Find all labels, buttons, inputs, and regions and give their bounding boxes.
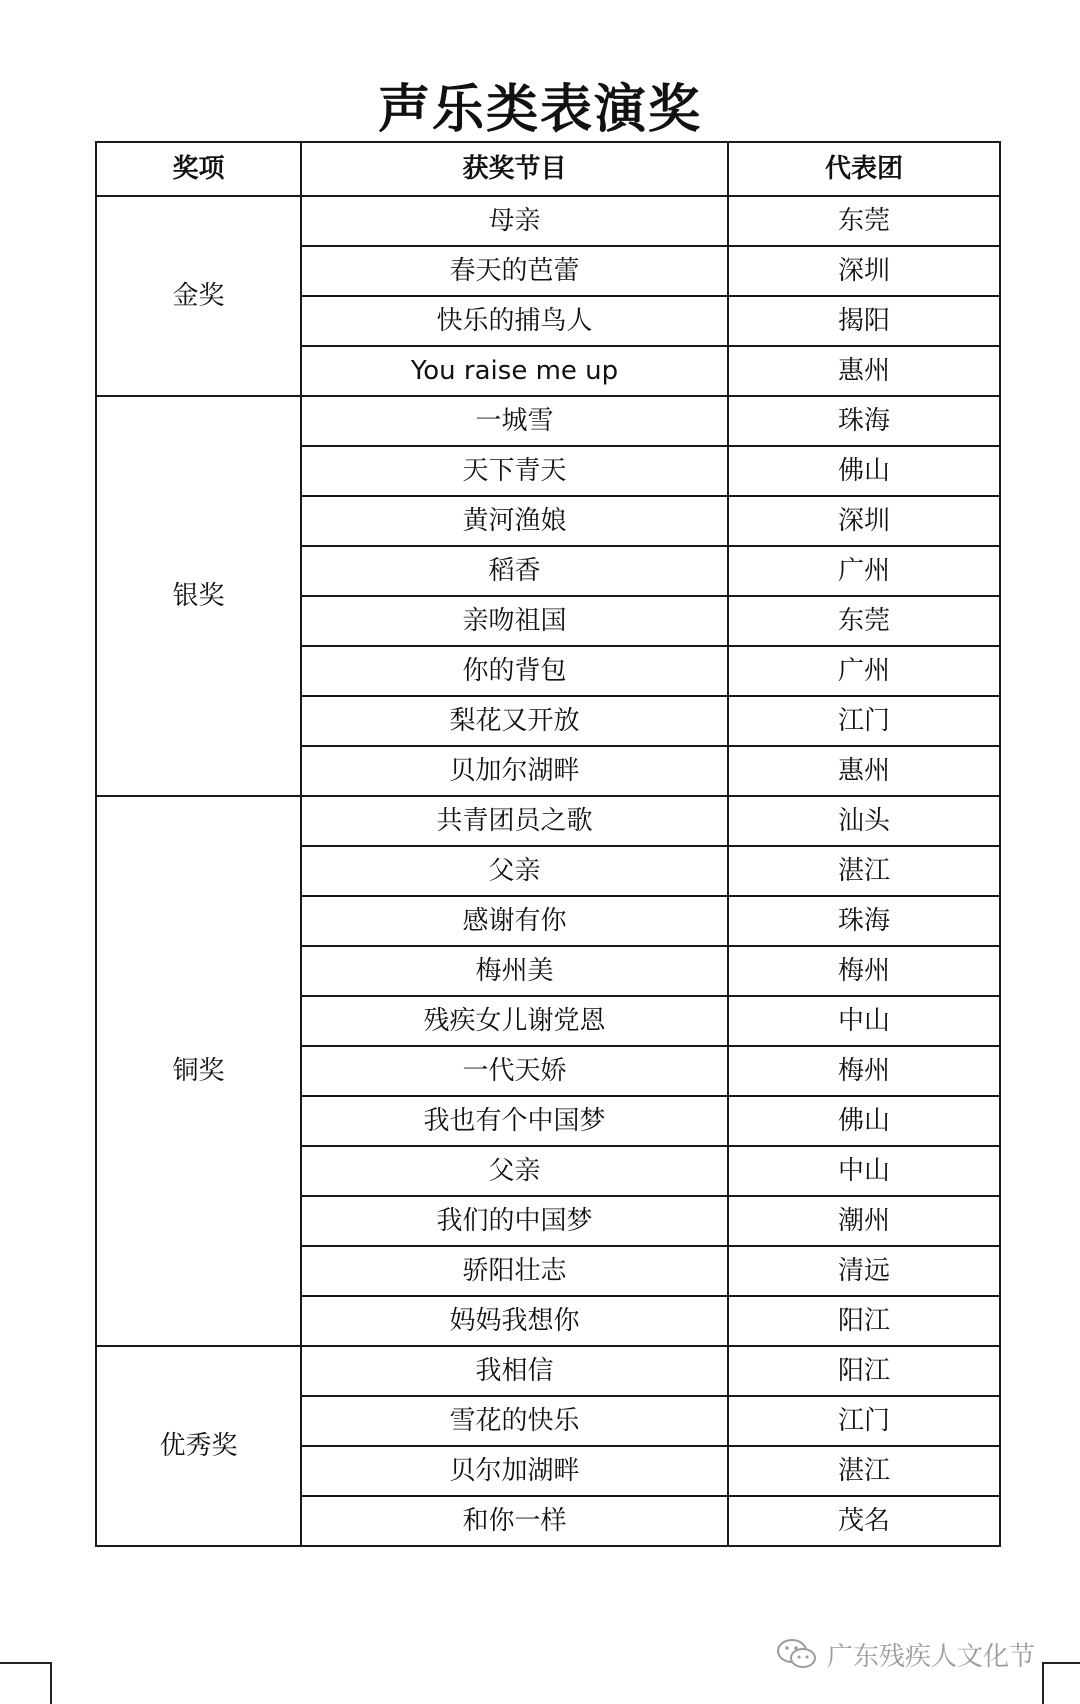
awards-table <box>95 141 1001 1547</box>
team-cell: 惠州 <box>728 346 1000 396</box>
program-cell: 父亲 <box>301 1146 728 1196</box>
header-program: 获奖节目 <box>301 142 728 196</box>
team-cell: 清远 <box>728 1246 1000 1296</box>
program-cell: 春天的芭蕾 <box>301 246 728 296</box>
award-level-cell: 优秀奖 <box>96 1346 301 1546</box>
program-cell: 我也有个中国梦 <box>301 1096 728 1146</box>
award-level-cell: 铜奖 <box>96 796 301 1346</box>
program-cell: 梨花又开放 <box>301 696 728 746</box>
table-row <box>96 1346 1000 1396</box>
program-cell: 雪花的快乐 <box>301 1396 728 1446</box>
team-cell: 梅州 <box>728 1046 1000 1096</box>
team-cell: 东莞 <box>728 196 1000 246</box>
team-cell: 中山 <box>728 996 1000 1046</box>
program-cell: 梅州美 <box>301 946 728 996</box>
program-cell: 妈妈我想你 <box>301 1296 728 1346</box>
program-cell: 我们的中国梦 <box>301 1196 728 1246</box>
program-cell: 亲吻祖国 <box>301 596 728 646</box>
team-cell: 湛江 <box>728 846 1000 896</box>
crop-mark-left <box>0 1662 52 1704</box>
program-cell: 一城雪 <box>301 396 728 446</box>
table-row <box>96 396 1000 446</box>
team-cell: 惠州 <box>728 746 1000 796</box>
team-cell: 中山 <box>728 1146 1000 1196</box>
watermark-text: 广东残疾人文化节 <box>827 1641 1036 1672</box>
watermark <box>775 1634 1035 1674</box>
team-cell: 深圳 <box>728 496 1000 546</box>
program-cell: 你的背包 <box>301 646 728 696</box>
program-cell: 天下青天 <box>301 446 728 496</box>
program-cell: 一代天娇 <box>301 1046 728 1096</box>
program-cell: 我相信 <box>301 1346 728 1396</box>
team-cell: 汕头 <box>728 796 1000 846</box>
team-cell: 广州 <box>728 546 1000 596</box>
award-level-cell: 银奖 <box>96 396 301 796</box>
team-cell: 阳江 <box>728 1346 1000 1396</box>
header-team: 代表团 <box>728 142 1000 196</box>
header-award: 奖项 <box>96 142 301 196</box>
program-cell: 骄阳壮志 <box>301 1246 728 1296</box>
team-cell: 江门 <box>728 696 1000 746</box>
table-body <box>96 196 1000 1546</box>
team-cell: 揭阳 <box>728 296 1000 346</box>
program-cell: You raise me up <box>301 346 728 396</box>
team-cell: 佛山 <box>728 1096 1000 1146</box>
program-cell: 父亲 <box>301 846 728 896</box>
team-cell: 东莞 <box>728 596 1000 646</box>
program-cell: 残疾女儿谢党恩 <box>301 996 728 1046</box>
team-cell: 潮州 <box>728 1196 1000 1246</box>
program-cell: 感谢有你 <box>301 896 728 946</box>
page-title: 声乐类表演奖 <box>377 80 702 140</box>
team-cell: 珠海 <box>728 896 1000 946</box>
team-cell: 深圳 <box>728 246 1000 296</box>
table-row <box>96 196 1000 246</box>
table-row <box>96 796 1000 846</box>
program-cell: 贝加尔湖畔 <box>301 746 728 796</box>
team-cell: 阳江 <box>728 1296 1000 1346</box>
team-cell: 茂名 <box>728 1496 1000 1546</box>
team-cell: 广州 <box>728 646 1000 696</box>
team-cell: 湛江 <box>728 1446 1000 1496</box>
program-cell: 快乐的捕鸟人 <box>301 296 728 346</box>
program-cell: 稻香 <box>301 546 728 596</box>
wechat-icon <box>775 1637 819 1671</box>
program-cell: 黄河渔娘 <box>301 496 728 546</box>
program-cell: 母亲 <box>301 196 728 246</box>
program-cell: 共青团员之歌 <box>301 796 728 846</box>
team-cell: 珠海 <box>728 396 1000 446</box>
program-cell: 贝尔加湖畔 <box>301 1446 728 1496</box>
program-cell: 和你一样 <box>301 1496 728 1546</box>
crop-mark-right <box>1042 1662 1080 1704</box>
team-cell: 佛山 <box>728 446 1000 496</box>
award-level-cell: 金奖 <box>96 196 301 396</box>
table-header-row <box>96 142 1000 196</box>
team-cell: 梅州 <box>728 946 1000 996</box>
team-cell: 江门 <box>728 1396 1000 1446</box>
